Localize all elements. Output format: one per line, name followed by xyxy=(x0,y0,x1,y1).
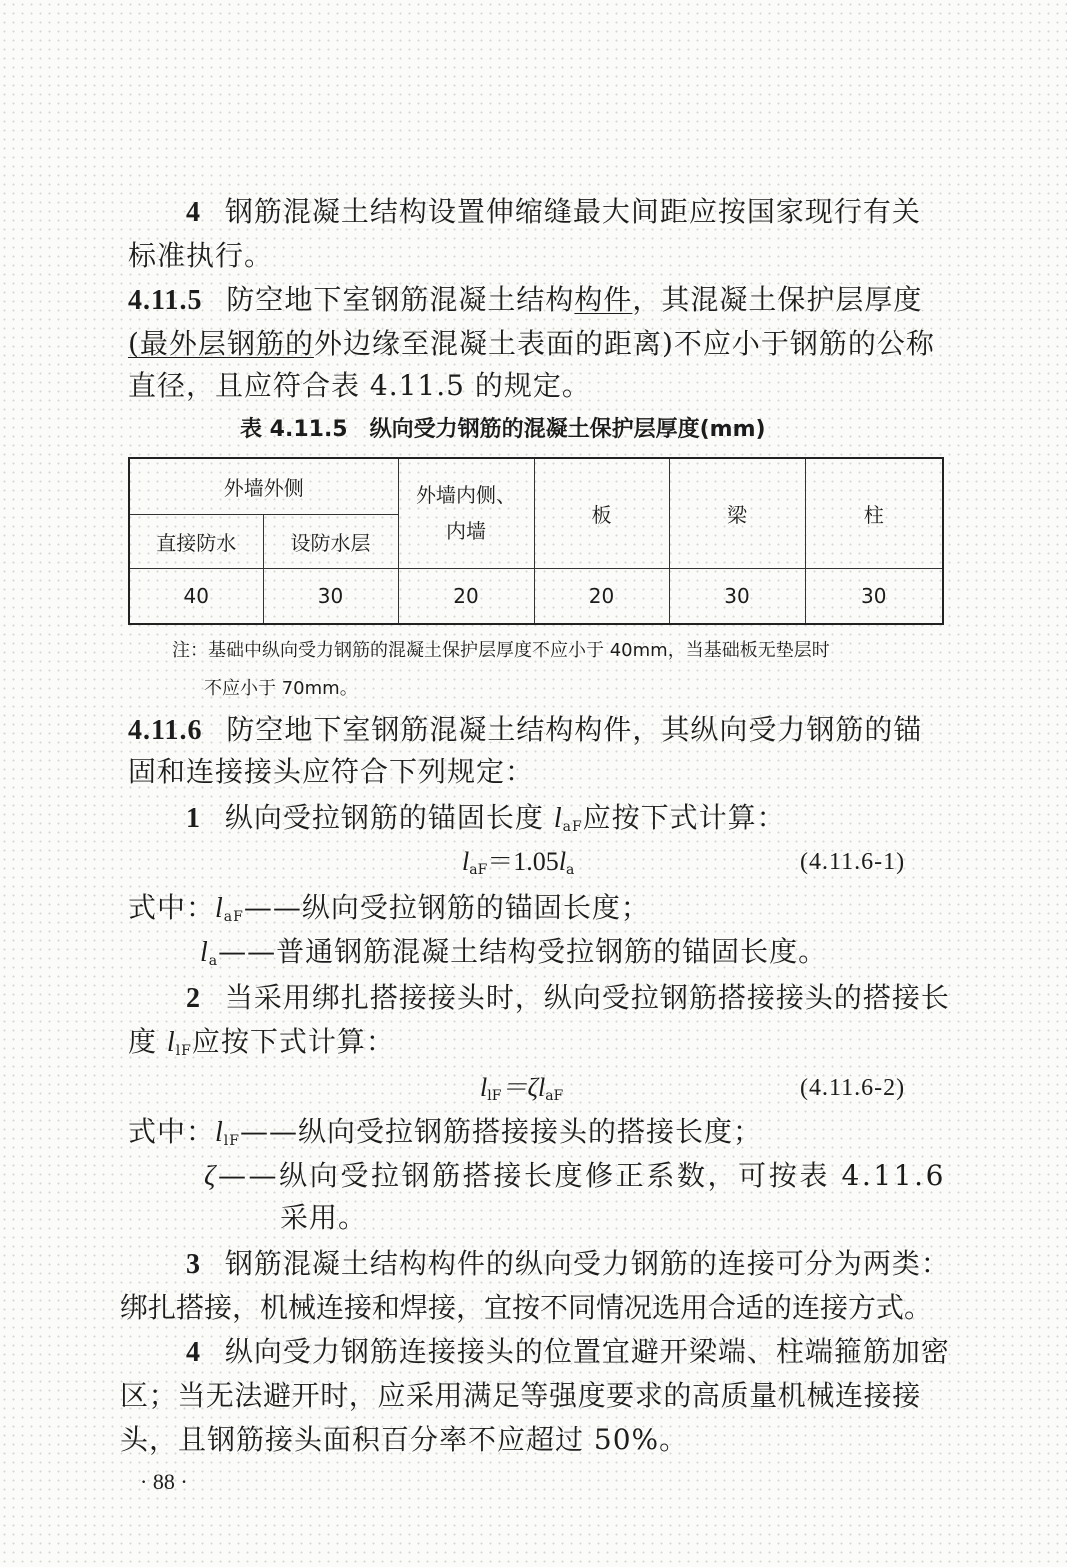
item1-where-line2 xyxy=(200,932,827,981)
subscript: lF xyxy=(175,1043,192,1059)
item3-line2 xyxy=(120,1288,932,1328)
equation-number: (4.11.6-1) xyxy=(800,849,906,875)
table-note-line2: 不应小于 70mm。 xyxy=(204,678,358,699)
section-number: 4.11.5 xyxy=(128,285,203,316)
symbol-zeta: ζ xyxy=(204,1161,218,1192)
subscript: a xyxy=(566,862,575,878)
symbol-l: l xyxy=(200,937,209,968)
item4-line2 xyxy=(120,1376,921,1416)
text: 度 xyxy=(128,1025,167,1058)
text: 纵向受力钢筋连接接头的位置宜避开梁端、柱端箍筋加密 xyxy=(224,1335,950,1368)
table-cell: 20 xyxy=(534,568,669,624)
symbol-l: l xyxy=(558,847,567,876)
item2-line2 xyxy=(128,1022,395,1071)
text: 当采用绑扎搭接接头时，纵向受拉钢筋搭接接头的搭接长 xyxy=(224,981,950,1014)
text: ——纵向受拉钢筋搭接长度修正系数，可按表 4.11.6 xyxy=(217,1159,947,1192)
item-number: 2 xyxy=(186,983,201,1014)
para-expansion-joint-line1 xyxy=(186,192,921,233)
table-cell: 30 xyxy=(263,568,398,624)
text: 防空地下室钢筋混凝土结构 xyxy=(226,283,575,316)
section-4-11-5-line2 xyxy=(128,324,935,364)
item1-where-line1 xyxy=(128,888,650,937)
text: 直径，且应符合表 4.11.5 的规定。 xyxy=(128,369,591,402)
header-text: 外墙内侧、 xyxy=(416,483,516,508)
section-4-11-5-line1 xyxy=(128,280,922,321)
equation-4-11-6-1 xyxy=(462,842,574,890)
text: 式中： xyxy=(128,891,216,924)
subscript: aF xyxy=(545,1088,564,1104)
table-caption: 表 4.11.5 纵向受力钢筋的混凝土保护层厚度(mm) xyxy=(240,417,766,442)
subscript: lF xyxy=(487,1088,502,1104)
text: ，其混凝土保护层厚度 xyxy=(632,283,923,316)
item2-where-line2 xyxy=(204,1156,946,1197)
subscript: a xyxy=(208,953,219,969)
symbol-l: l xyxy=(166,1027,176,1058)
text: 外边缘至混凝土表面的距离)不应小于钢筋的公称 xyxy=(313,327,935,360)
text: 头，且钢筋接头面积百分率不应超过 50%。 xyxy=(120,1423,689,1456)
item4-line1 xyxy=(186,1332,950,1373)
header-direct-waterproof: 直接防水 xyxy=(129,514,263,568)
section-4-11-6-line2 xyxy=(128,752,534,792)
header-column: 柱 xyxy=(805,458,943,568)
symbol-l: l xyxy=(215,893,224,924)
text: ——普通钢筋混凝土结构受拉钢筋的锚固长度。 xyxy=(218,935,828,968)
header-waterproof-layer: 设防水层 xyxy=(263,514,398,568)
header-text: 内墙 xyxy=(446,519,486,544)
symbol-l: l xyxy=(480,1073,488,1102)
symbol-l: l xyxy=(462,847,470,876)
text: 钢筋混凝土结构设置伸缩缝最大间距应按国家现行有关 xyxy=(224,195,921,228)
text: 应按下式计算： xyxy=(582,801,786,834)
text: ——纵向受拉钢筋的锚固长度； xyxy=(243,891,650,924)
text: 应按下式计算： xyxy=(191,1025,395,1058)
underlined-text: 构件 xyxy=(574,283,633,316)
table-cell: 40 xyxy=(129,568,263,624)
text: 纵向受拉钢筋的锚固长度 xyxy=(224,801,554,834)
item4-line3 xyxy=(120,1420,688,1460)
table-cell: 30 xyxy=(669,568,805,624)
text: 标准执行。 xyxy=(128,239,274,272)
symbol-l: l xyxy=(553,803,563,834)
underlined-text: 钢筋的 xyxy=(226,327,314,360)
item-number: 3 xyxy=(186,1249,201,1280)
table-cell: 30 xyxy=(805,568,943,624)
text: 式中： xyxy=(128,1115,216,1148)
item-number: 4 xyxy=(186,1337,201,1368)
item2-where-line3 xyxy=(280,1198,367,1238)
section-number: 4.11.6 xyxy=(128,715,203,746)
text: ——纵向受拉钢筋搭接接头的搭接长度； xyxy=(240,1115,763,1148)
symbol-l: l xyxy=(537,1073,546,1102)
equation-text: ＝1.05 xyxy=(487,847,559,876)
section-4-11-6-line1 xyxy=(128,710,922,751)
item2-line1 xyxy=(186,978,950,1019)
subscript: aF xyxy=(562,819,583,835)
text: 采用。 xyxy=(280,1201,368,1234)
subscript: aF xyxy=(469,862,488,878)
cover-thickness-table xyxy=(128,457,944,625)
text: 防空地下室钢筋混凝土结构构件，其纵向受力钢筋的锚 xyxy=(226,713,923,746)
header-slab: 板 xyxy=(534,458,669,568)
section-4-11-5-line3 xyxy=(128,366,591,406)
header-inner-wall xyxy=(398,458,534,568)
underlined-text: (最外层 xyxy=(128,327,227,360)
subscript: lF xyxy=(223,1133,240,1149)
table-cell: 20 xyxy=(398,568,534,624)
text: 钢筋混凝土结构构件的纵向受力钢筋的连接可分为两类： xyxy=(224,1247,950,1280)
header-outer-wall-outside: 外墙外侧 xyxy=(129,458,398,514)
equation-4-11-6-2 xyxy=(480,1068,563,1116)
item-number: 1 xyxy=(186,803,201,834)
table-note-line1: 注：基础中纵向受力钢筋的混凝土保护层厚度不应小于 40mm，当基础板无垫层时 xyxy=(172,640,830,661)
page-number: · 88 · xyxy=(140,1469,188,1494)
subscript: aF xyxy=(223,909,244,925)
item3-line1 xyxy=(186,1244,950,1285)
item1-line xyxy=(186,798,786,847)
equation-text: ＝ζ xyxy=(501,1073,538,1102)
para-expansion-joint-line2 xyxy=(128,236,273,276)
item2-where-line1 xyxy=(128,1112,762,1161)
item-number: 4 xyxy=(186,197,201,228)
text: 绑扎搭接，机械连接和焊接，宜按不同情况选用合适的连接方式。 xyxy=(120,1291,933,1324)
text: 区；当无法避开时，应采用满足等强度要求的高质量机械连接接 xyxy=(120,1379,921,1412)
header-beam: 梁 xyxy=(669,458,805,568)
symbol-l: l xyxy=(215,1117,224,1148)
text: 固和连接接头应符合下列规定： xyxy=(128,755,535,788)
equation-number: (4.11.6-2) xyxy=(800,1075,906,1101)
